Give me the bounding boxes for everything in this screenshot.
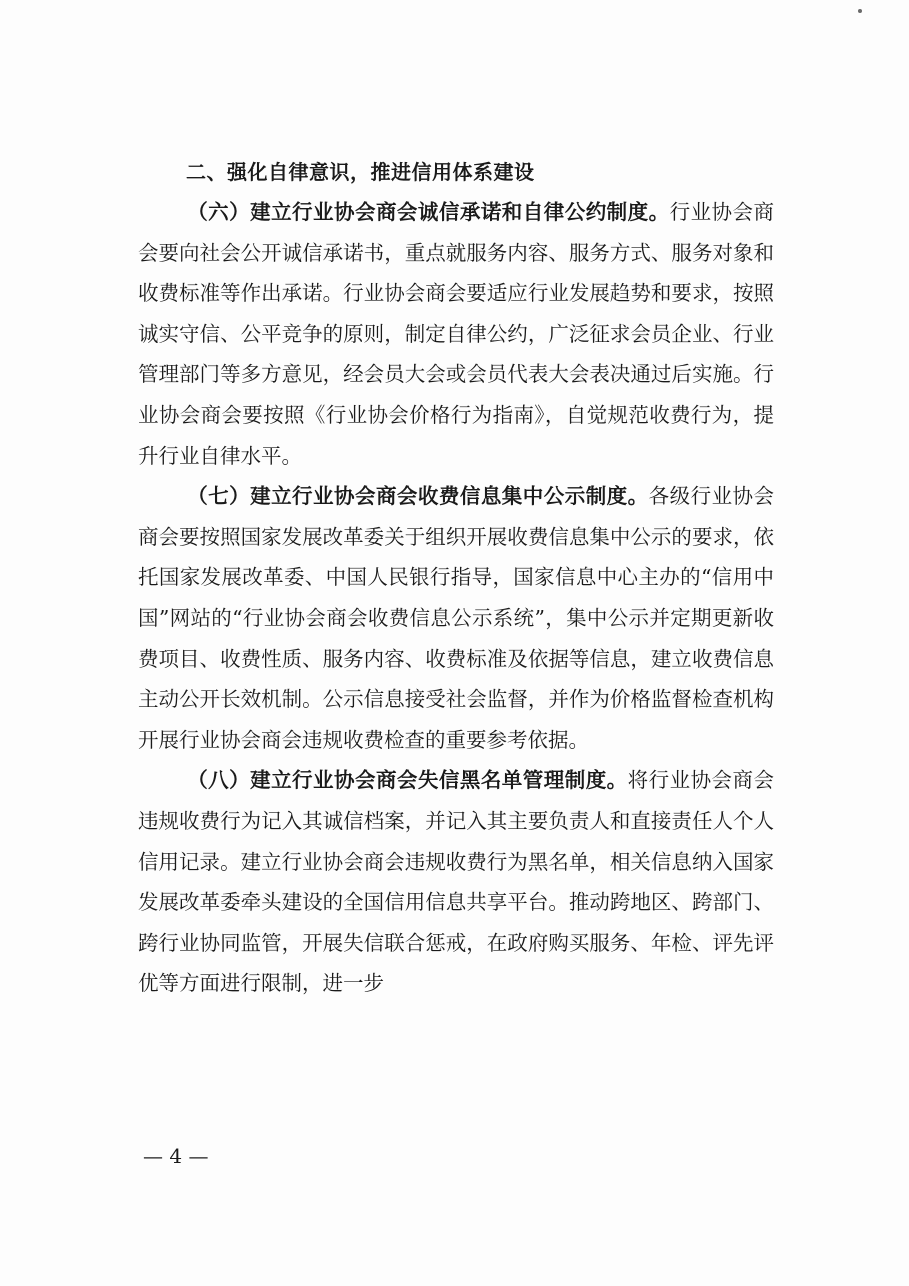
paragraph-8-body: 将行业协会商会违规收费行为记入其诚信档案，并记入其主要负责人和直接责任人个人信用记录。建立行业协会商会违规收费行为黑名单，相关信息纳入国家发展改革委牵头建设的全国信用信息共享平台。推动跨地区、跨部门、跨行业协同监管，开展失信联合惩戒，在政府购买服务、年检、评先评优等方面进行限制，进一步: [138, 768, 775, 996]
paragraph-8: [138, 760, 774, 1004]
paragraph-7: [138, 476, 774, 760]
scan-speck: [858, 9, 862, 13]
page-number: — 4 —: [143, 1144, 209, 1168]
paragraph-7-lead: （七）建立行业协会商会收费信息集中公示制度。: [187, 484, 649, 509]
paragraph-6-body: 行业协会商会要向社会公开诚信承诺书，重点就服务内容、服务方式、服务对象和收费标准等作出承诺。行业协会商会要适应行业发展趋势和要求，按照诚实守信、公平竞争的原则，制定自律公约，广泛征求会员企业、行业管理部门等多方意见，经会员大会或会员代表大会表决通过后实施。行业协会商会要按照《行业协会价格行为指南》，自觉规范收费行为，提升行业自律水平。: [138, 200, 775, 468]
paragraph-6: [138, 192, 774, 476]
section-heading: 二、强化自律意识，推进信用体系建设: [186, 160, 535, 184]
document-body: [138, 152, 774, 1004]
paragraph-8-lead: （八）建立行业协会商会失信黑名单管理制度。: [187, 768, 628, 793]
paragraph-6-lead: （六）建立行业协会商会诚信承诺和自律公约制度。: [187, 200, 670, 224]
paragraph-7-body: 各级行业协会商会要按照国家发展改革委关于组织开展收费信息集中公示的要求，依托国家发展改革委、中国人民银行指导，国家信息中心主办的“信用中国”网站的“行业协会商会收费信息公示系统”，集中公示并定期更新收费项目、收费性质、服务内容、收费标准及依据等信息，建立收费信息主动公开长效机制。公示信息接受社会监督，并作为价格监督检查机构开展行业协会商会违规收费检查的重要参考依据。: [138, 484, 775, 752]
